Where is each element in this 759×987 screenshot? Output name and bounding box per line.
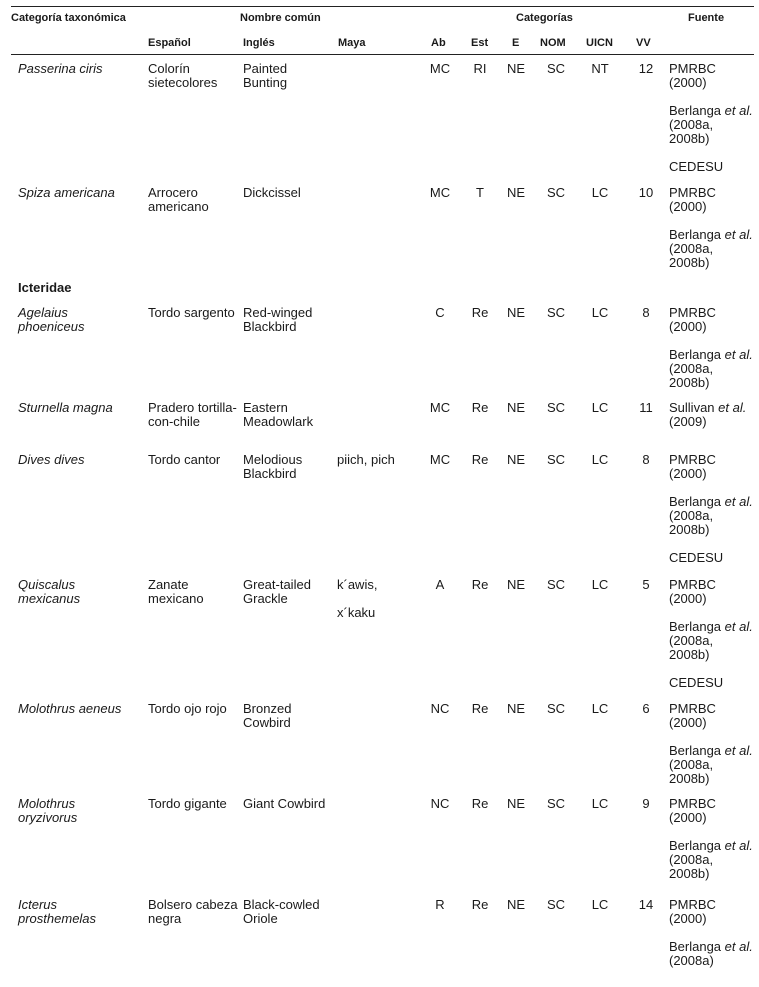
header-est: Est <box>471 37 489 49</box>
maya-name <box>337 453 427 467</box>
spanish-name: Colorín sietecolores <box>148 61 218 90</box>
source-cell <box>669 401 753 429</box>
header-source: Fuente <box>688 12 725 24</box>
source-entry: Berlanga et al. (2008a, 2008b) <box>669 838 753 881</box>
uicn-cell: NT <box>591 61 609 76</box>
nom-cell: SC <box>546 577 566 592</box>
abundance-cell: NC <box>430 701 450 716</box>
status-cell: Re <box>471 796 489 811</box>
spanish-name: Zanate mexicano <box>148 577 204 606</box>
endemism-cell: NE <box>506 701 526 716</box>
header-ingles: Inglés <box>243 37 275 49</box>
species-name: Sturnella magna <box>18 400 113 415</box>
english-name: Great-tailed Grackle <box>243 577 311 606</box>
abundance-cell: MC <box>429 400 451 415</box>
spanish-name: Arrocero americano <box>148 185 209 214</box>
status-cell: Re <box>471 701 489 716</box>
source-entry: PMRBC (2000) <box>669 185 716 214</box>
status-cell: Re <box>471 897 489 912</box>
species-name: Agelaius phoeniceus <box>18 305 85 334</box>
vv-cell: 6 <box>642 701 650 716</box>
source-cell <box>669 578 753 690</box>
source-cell <box>669 702 753 786</box>
nom-cell: SC <box>546 452 566 467</box>
source-entry: Berlanga et al. (2008a, 2008b) <box>669 103 753 146</box>
source-cell <box>669 797 753 881</box>
source-entry: PMRBC (2000) <box>669 452 716 481</box>
header-uicn: UICN <box>586 37 613 49</box>
species-name: Dives dives <box>18 452 85 467</box>
status-cell: Re <box>471 400 489 415</box>
source-entry: CEDESU <box>669 159 724 174</box>
vv-cell: 14 <box>638 897 654 912</box>
header-common-name: Nombre común <box>240 12 321 24</box>
nom-cell: SC <box>546 185 566 200</box>
source-cell <box>669 453 753 565</box>
spanish-name: Pradero tortilla-con-chile <box>148 400 237 429</box>
source-cell <box>669 186 753 270</box>
species-name: Molothrus oryzivorus <box>18 796 78 825</box>
source-cell <box>669 62 753 174</box>
header-maya: Maya <box>338 37 366 49</box>
source-entry: Berlanga et al. (2008a) <box>669 939 753 968</box>
uicn-cell: LC <box>591 305 609 320</box>
source-entry: Berlanga et al. (2008a, 2008b) <box>669 619 753 662</box>
abundance-cell: C <box>435 305 445 320</box>
source-entry: PMRBC (2000) <box>669 61 716 90</box>
vv-cell: 11 <box>639 400 653 415</box>
header-vv: VV <box>636 37 651 49</box>
spanish-name: Tordo cantor <box>148 452 221 467</box>
source-cell <box>669 898 753 968</box>
abundance-cell: NC <box>430 796 450 811</box>
source-entry: Berlanga et al. (2008a, 2008b) <box>669 743 753 786</box>
english-name: Bronzed Cowbird <box>243 701 292 730</box>
abundance-cell: MC <box>429 61 451 76</box>
source-entry: Berlanga et al. (2008a, 2008b) <box>669 227 753 270</box>
endemism-cell: NE <box>506 796 526 811</box>
nom-cell: SC <box>546 796 566 811</box>
species-name: Molothrus aeneus <box>18 701 122 716</box>
endemism-cell: NE <box>506 452 526 467</box>
source-entry: PMRBC (2000) <box>669 577 716 606</box>
uicn-cell: LC <box>591 400 609 415</box>
maya-name <box>337 578 427 620</box>
nom-cell: SC <box>546 61 566 76</box>
vv-cell: 8 <box>642 452 650 467</box>
vv-cell: 8 <box>642 305 650 320</box>
status-cell: Re <box>471 452 489 467</box>
header-rule <box>11 54 754 55</box>
uicn-cell: LC <box>591 452 609 467</box>
maya-entry: k´awis, <box>337 577 378 592</box>
english-name: Melodious Blackbird <box>243 452 303 481</box>
english-name: Red-winged Blackbird <box>243 305 313 334</box>
status-cell: Re <box>471 577 489 592</box>
endemism-cell: NE <box>506 400 526 415</box>
status-cell: RI <box>473 61 487 76</box>
spanish-name: Tordo sargento <box>148 305 235 320</box>
uicn-cell: LC <box>591 701 609 716</box>
nom-cell: SC <box>546 897 566 912</box>
maya-entry: piich, pich <box>337 452 395 467</box>
source-entry: PMRBC (2000) <box>669 305 716 334</box>
vv-cell: 9 <box>642 796 650 811</box>
maya-entry: x´kaku <box>337 605 376 620</box>
nom-cell: SC <box>546 305 566 320</box>
abundance-cell: A <box>435 577 445 592</box>
abundance-cell: R <box>435 897 445 912</box>
abundance-cell: MC <box>429 185 451 200</box>
source-entry: PMRBC (2000) <box>669 701 716 730</box>
header-espanol: Español <box>148 37 191 49</box>
header-categories: Categorías <box>516 12 573 24</box>
endemism-cell: NE <box>506 305 526 320</box>
status-cell: T <box>476 185 484 200</box>
english-name: Black-cowled Oriole <box>243 897 320 926</box>
header-ab: Ab <box>431 37 446 49</box>
vv-cell: 10 <box>638 185 654 200</box>
english-name: Giant Cowbird <box>243 796 326 811</box>
source-entry: PMRBC (2000) <box>669 796 716 825</box>
abundance-cell: MC <box>429 452 451 467</box>
source-entry: Berlanga et al. (2008a, 2008b) <box>669 347 753 390</box>
source-entry: PMRBC (2000) <box>669 897 716 926</box>
nom-cell: SC <box>546 400 566 415</box>
english-name: Dickcissel <box>243 185 301 200</box>
spanish-name: Tordo ojo rojo <box>148 701 227 716</box>
vv-cell: 5 <box>642 577 650 592</box>
species-name: Passerina ciris <box>18 61 103 76</box>
nom-cell: SC <box>546 701 566 716</box>
spanish-name: Tordo gigante <box>148 796 227 811</box>
uicn-cell: LC <box>591 897 609 912</box>
uicn-cell: LC <box>591 577 609 592</box>
uicn-cell: LC <box>591 185 609 200</box>
source-entry: CEDESU <box>669 550 724 565</box>
source-entry: Sullivan et al. (2009) <box>669 400 747 429</box>
spanish-name: Bolsero cabeza negra <box>148 897 238 926</box>
top-rule <box>11 6 754 7</box>
source-entry: CEDESU <box>669 675 724 690</box>
endemism-cell: NE <box>506 577 526 592</box>
endemism-cell: NE <box>506 61 526 76</box>
source-cell <box>669 306 753 390</box>
family-name: Icteridae <box>18 280 72 295</box>
species-name: Spiza americana <box>18 185 115 200</box>
source-entry: Berlanga et al. (2008a, 2008b) <box>669 494 753 537</box>
vv-cell: 12 <box>638 61 654 76</box>
english-name: Eastern Meadowlark <box>243 400 314 429</box>
uicn-cell: LC <box>591 796 609 811</box>
header-e: E <box>512 37 520 49</box>
species-name: Icterus prosthemelas <box>18 897 97 926</box>
english-name: Painted Bunting <box>243 61 288 90</box>
species-name: Quiscalus mexicanus <box>18 577 81 606</box>
header-nom: NOM <box>540 37 566 49</box>
endemism-cell: NE <box>506 897 526 912</box>
status-cell: Re <box>471 305 489 320</box>
endemism-cell: NE <box>506 185 526 200</box>
header-taxon: Categoría taxonómica <box>11 12 126 24</box>
